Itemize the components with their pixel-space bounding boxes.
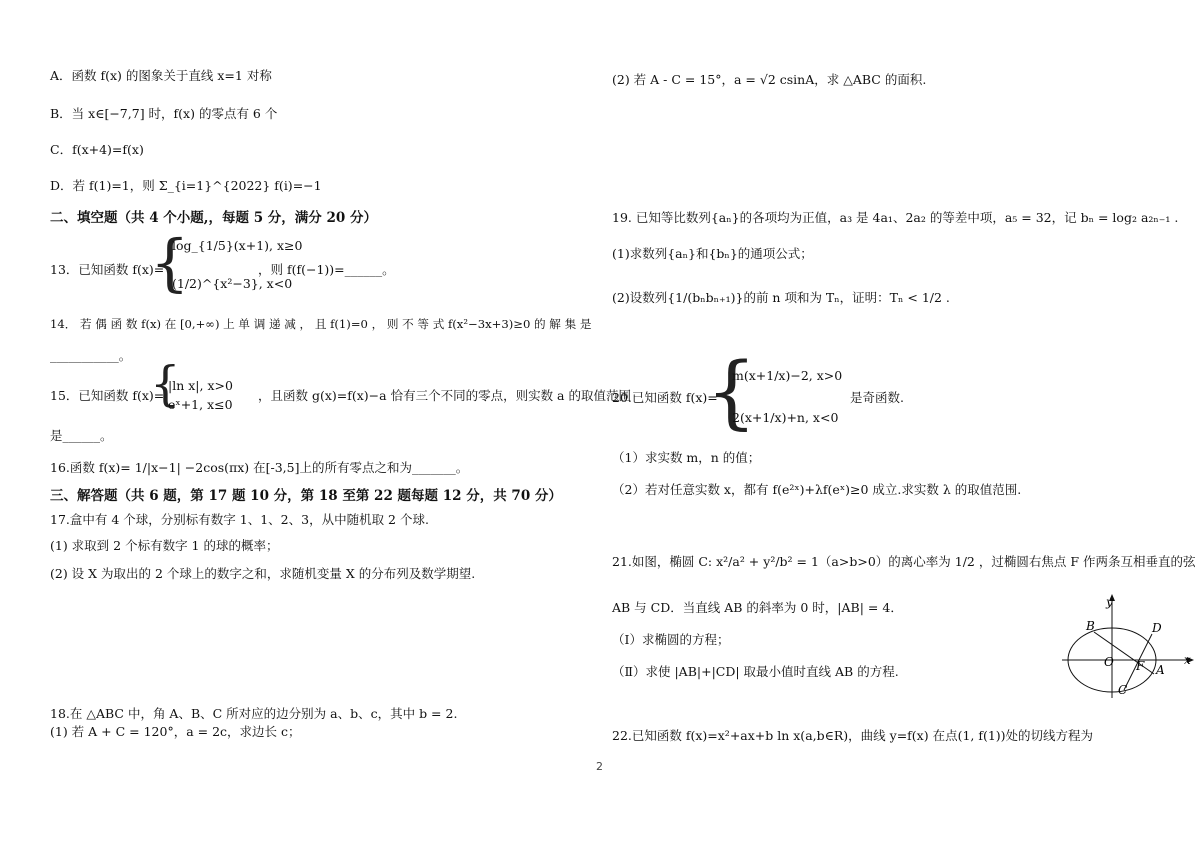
q18-part2: (2) 若 A - C = 15°，a = √2 csinA，求 △ABC 的面积. — [612, 72, 927, 87]
q20-brace: { — [706, 345, 757, 438]
q18-part1: (1) 若 A + C = 120°，a = 2c，求边长 c； — [50, 724, 301, 739]
q19-part1: (1)求数列{aₙ}和{bₙ}的通项公式； — [612, 246, 813, 261]
q13-case1: log_{1/5}(x+1), x≥0 — [172, 238, 303, 253]
q12-option-c: C．f(x+4)=f(x) — [50, 142, 144, 157]
fig-label-d: D — [1152, 621, 1162, 635]
q21-line2: AB 与 CD．当直线 AB 的斜率为 0 时，|AB| = 4． — [612, 600, 903, 615]
q15-line2: 是______。 — [50, 428, 113, 443]
page-number: 2 — [596, 760, 603, 773]
q21-part1: （Ⅰ）求椭圆的方程； — [612, 632, 730, 647]
q13-prefix: 13．已知函数 f(x)= — [50, 262, 165, 277]
q20-case1: m(x+1/x)−2, x>0 — [732, 368, 843, 383]
q15-case2: eˣ+1, x≤0 — [168, 397, 233, 412]
q20-case2: 2(x+1/x)+n, x<0 — [732, 410, 839, 425]
q15-prefix: 15．已知函数 f(x)= — [50, 388, 165, 403]
q17-stem: 17.盒中有 4 个球，分别标有数字 1、1、2、3，从中随机取 2 个球. — [50, 512, 429, 527]
q12-option-b: B．当 x∈[−7,7] 时，f(x) 的零点有 6 个 — [50, 106, 278, 121]
fig-label-c: C — [1118, 683, 1128, 697]
q17-part1: (1) 求取到 2 个标有数字 1 的球的概率； — [50, 538, 279, 553]
q15-brace: { — [150, 356, 181, 412]
q14-line1: 14． 若 偶 函 数 f(x) 在 [0,+∞) 上 单 调 递 减 ， 且 f(1)=0 ， 则 不 等 式 f(x²−3x+3)≥0 的 解 集 是 — [50, 317, 592, 331]
q12-option-a: A．函数 f(x) 的图象关于直线 x=1 对称 — [50, 68, 272, 83]
q22: 22.已知函数 f(x)=x²+ax+b ln x(a,b∈R)，曲线 y=f(x) 在点(1, f(1))处的切线方程为 — [612, 728, 1094, 743]
section3-title: 三、解答题（共 6 题，第 17 题 10 分，第 18 至第 22 题每题 12 分，共 70 分） — [50, 488, 562, 504]
fig-label-x: x — [1184, 653, 1191, 667]
q20-part2: （2）若对任意实数 x，都有 f(e²ˣ)+λf(eˣ)≥0 成立.求实数 λ 的取值范围. — [612, 482, 1022, 497]
q21-stem: 21.如图，椭圆 C: x²/a² + y²/b² = 1（a>b>0）的离心率为 1/2 ，过椭圆右焦点 F 作两条互相垂直的弦 — [612, 554, 1196, 569]
ellipse-figure — [1058, 592, 1198, 702]
fig-label-b: B — [1086, 619, 1095, 633]
q16: 16.函数 f(x)= 1/|x−1| −2cos(πx) 在[-3,5]上的所有零点之和为_______。 — [50, 460, 469, 475]
fig-label-y: y — [1106, 595, 1113, 609]
fig-label-f: F — [1136, 659, 1145, 673]
q19-stem: 19. 已知等比数列{aₙ}的各项均为正值，a₃ 是 4a₁、2a₂ 的等差中项，a₅ = 32，记 bₙ = log₂ a₂ₙ₋₁ . — [612, 210, 1179, 225]
fig-label-o: O — [1104, 655, 1114, 669]
q13-suffix: ，则 f(f(−1))=______。 — [258, 262, 395, 277]
q13-case2: (1/2)^{x²−3}, x<0 — [172, 276, 293, 291]
q14-line2: ___________。 — [50, 348, 132, 363]
section2-title: 二、填空题（共 4 个小题,，每题 5 分，满分 20 分） — [50, 210, 377, 226]
q18-stem: 18.在 △ABC 中，角 A、B、C 所对应的边分别为 a、b、c，其中 b = 2. — [50, 706, 458, 721]
q21-part2: （Ⅱ）求使 |AB|+|CD| 取最小值时直线 AB 的方程. — [612, 664, 899, 679]
q15-suffix: ，且函数 g(x)=f(x)−a 恰有三个不同的零点，则实数 a 的取值范围 — [258, 388, 631, 403]
q19-part2: (2)设数列{1/(bₙbₙ₊₁)}的前 n 项和为 Tₙ，证明：Tₙ < 1/2 . — [612, 290, 950, 305]
q20-part1: （1）求实数 m，n 的值； — [612, 450, 761, 465]
fig-label-a: A — [1156, 663, 1165, 677]
q20-suffix: 是奇函数. — [850, 390, 904, 405]
q20-prefix: 20.已知函数 f(x)= — [612, 390, 718, 405]
q15-case1: |ln x|, x>0 — [168, 378, 233, 393]
q13-brace: { — [150, 226, 190, 299]
q17-part2: (2) 设 X 为取出的 2 个球上的数字之和，求随机变量 X 的分布列及数学期望. — [50, 566, 476, 581]
q12-option-d: D．若 f(1)=1，则 Σ_{i=1}^{2022} f(i)=−1 — [50, 178, 322, 193]
